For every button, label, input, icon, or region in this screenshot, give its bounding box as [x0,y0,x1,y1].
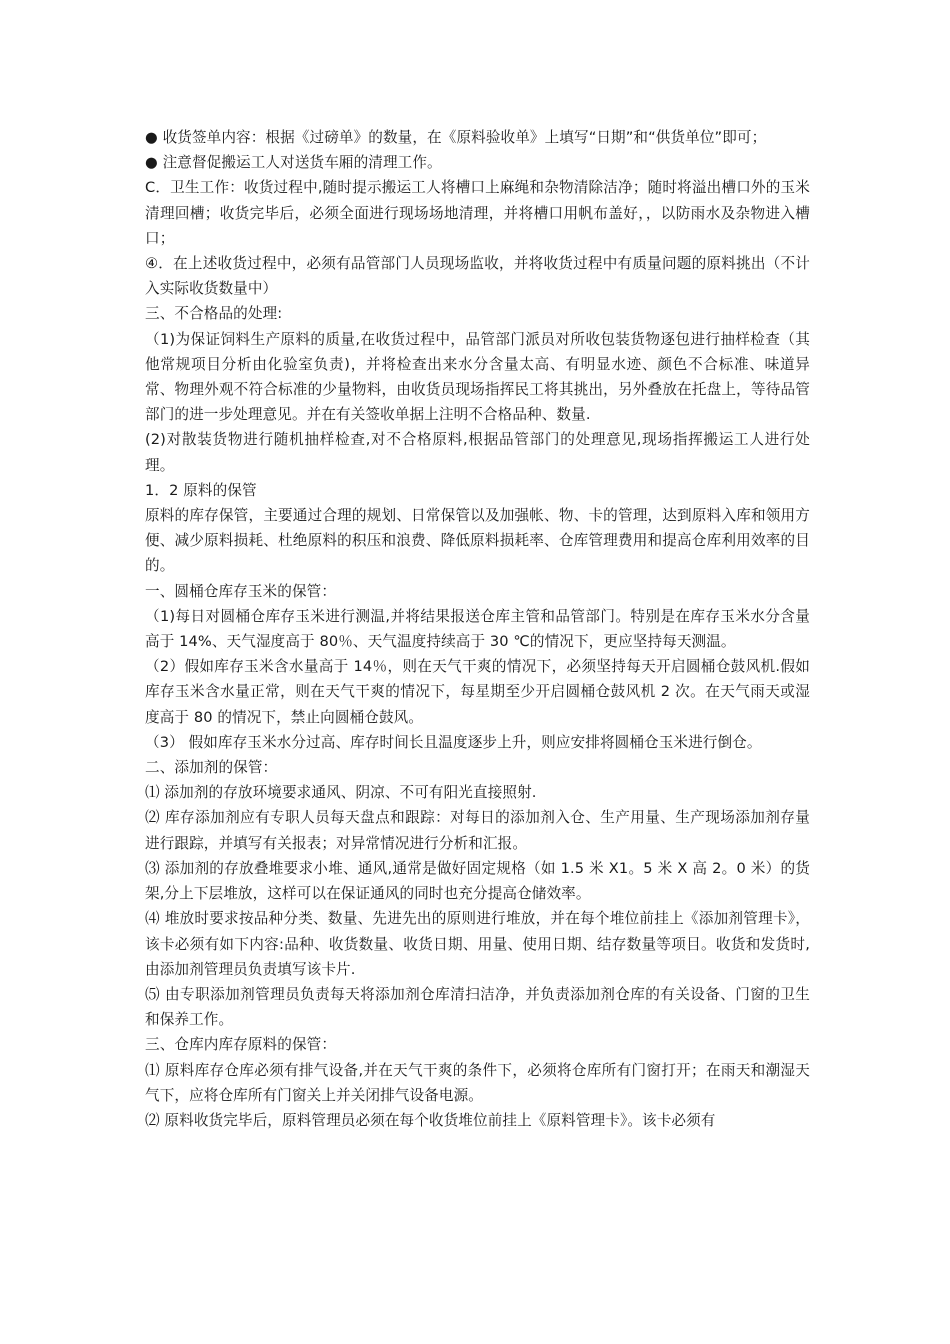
paragraph-silo-temperature: （1)每日对圆桶仓库存玉米进行测温,并将结果报送仓库主管和品管部门。特别是在库存玉米水分含量高于 14%、天气湿度高于 80％、天气温度持续高于 30 ℃的情况下，更应坚持每天测温。 [145,607,810,651]
paragraph-hygiene-work: C．卫生工作：收货过程中,随时提示搬运工人将槽口上麻绳和杂物清除洁净；随时将溢出槽口外的玉米清理回槽；收货完毕后，必须全面进行现场场地清理，并将槽口用帆布盖好，，以防雨水及杂物进入槽口； [145,179,810,247]
paragraph-silo-blower: （2）假如库存玉米含水量高于 14％，则在天气干爽的情况下，必须坚持每天开启圆桶仓鼓风机.假如库存玉米含水量正常，则在天气干爽的情况下，每星期至少开启圆桶仓鼓风机 2 次。在天气雨天或湿度高于 80 的情况下，禁止向圆桶仓鼓风。 [145,658,810,726]
paragraph-carriage-cleaning: ● 注意督促搬运工人对送货车厢的清理工作。 [145,154,442,172]
section-heading-storage: 1．2 原料的保管 [145,481,257,499]
paragraph-storage-intro: 原料的库存保管，主要通过合理的规划、日常保管以及加强帐、物、卡的管理，达到原料入库和领用方便、减少原料损耗、杜绝原料的积压和浪费、降低原料损耗率、仓库管理费用和提高仓库利用效率的目的。 [145,507,810,575]
section-heading-nonconforming: 三、不合格品的处理: [145,305,283,323]
paragraph-silo-rotation: （3） 假如库存玉米水分过高、库存时间长且温度逐步上升，则应安排将圆桶仓玉米进行倒仓。 [145,733,762,751]
section-heading-silo-corn: 一、圆桶仓库存玉米的保管： [145,582,337,600]
paragraph-additive-cleaning: ⑸ 由专职添加剂管理员负责每天将添加剂仓库清扫洁净，并负责添加剂仓库的有关设备、门窗的卫生和保养工作。 [145,985,810,1029]
paragraph-receipt-signing: ● 收货签单内容：根据《过磅单》的数量，在《原料验收单》上填写“日期”和“供货单位”即可； [145,129,767,146]
paragraph-additive-stacking: ⑶ 添加剂的存放叠堆要求小堆、通风,通常是做好固定规格（如 1.5 米 X1。5 米 X 高 2。0 米）的货架,分上下层堆放，这样可以在保证通风的同时也充分提高仓储效率。 [145,859,810,903]
section-heading-additives: 二、添加剂的保管： [145,759,278,777]
paragraph-bulk-inspection: (2)对散装货物进行随机抽样检查,对不合格原料,根据品管部门的处理意见,现场指挥搬运工人进行处理。 [145,431,810,474]
paragraph-packaged-inspection: （1)为保证饲料生产原料的质量,在收货过程中，品管部门派员对所收包装货物逐包进行抽样检查（其他常规项目分析由化验室负责)，并将检查出来水分含量太高、有明显水迹、颜色不合标准、味道异常、物理外观不符合标准的少量物料，由收货员现场指挥民工将其挑出，另外叠放在托盘上，等待品管部门的进一步处理意见。并在有关签收单据上注明不合格品种、数量. [145,330,810,424]
document-body [145,125,810,1133]
paragraph-additive-tracking: ⑵ 库存添加剂应有专职人员每天盘点和跟踪：对每日的添加剂入仓、生产用量、生产现场添加剂存量进行跟踪，并填写有关报表；对异常情况进行分析和汇报。 [145,809,810,852]
paragraph-quality-supervision: ④．在上述收货过程中，必须有品管部门人员现场监收，并将收货过程中有质量问题的原料挑出（不计入实际收货数量中） [145,255,810,298]
paragraph-warehouse-ventilation: ⑴ 原料库存仓库必须有排气设备,并在天气干爽的条件下，必须将仓库所有门窗打开；在雨天和潮湿天气下，应将仓库所有门窗关上并关闭排气设备电源。 [145,1061,810,1104]
paragraph-additive-card: ⑷ 堆放时要求按品种分类、数量、先进先出的原则进行堆放，并在每个堆位前挂上《添加剂管理卡》，该卡必须有如下内容:品种、收货数量、收货日期、用量、使用日期、结存数量等项目。收货和发货时,由添加剂管理员负责填写该卡片. [145,910,810,978]
paragraph-material-card: ⑵ 原料收货完毕后，原料管理员必须在每个收货堆位前挂上《原料管理卡》。该卡必须有 [145,1111,716,1129]
section-heading-warehouse: 三、仓库内库存原料的保管： [145,1036,337,1054]
paragraph-additive-environment: ⑴ 添加剂的存放环境要求通风、阴凉、不可有阳光直接照射. [145,784,537,802]
